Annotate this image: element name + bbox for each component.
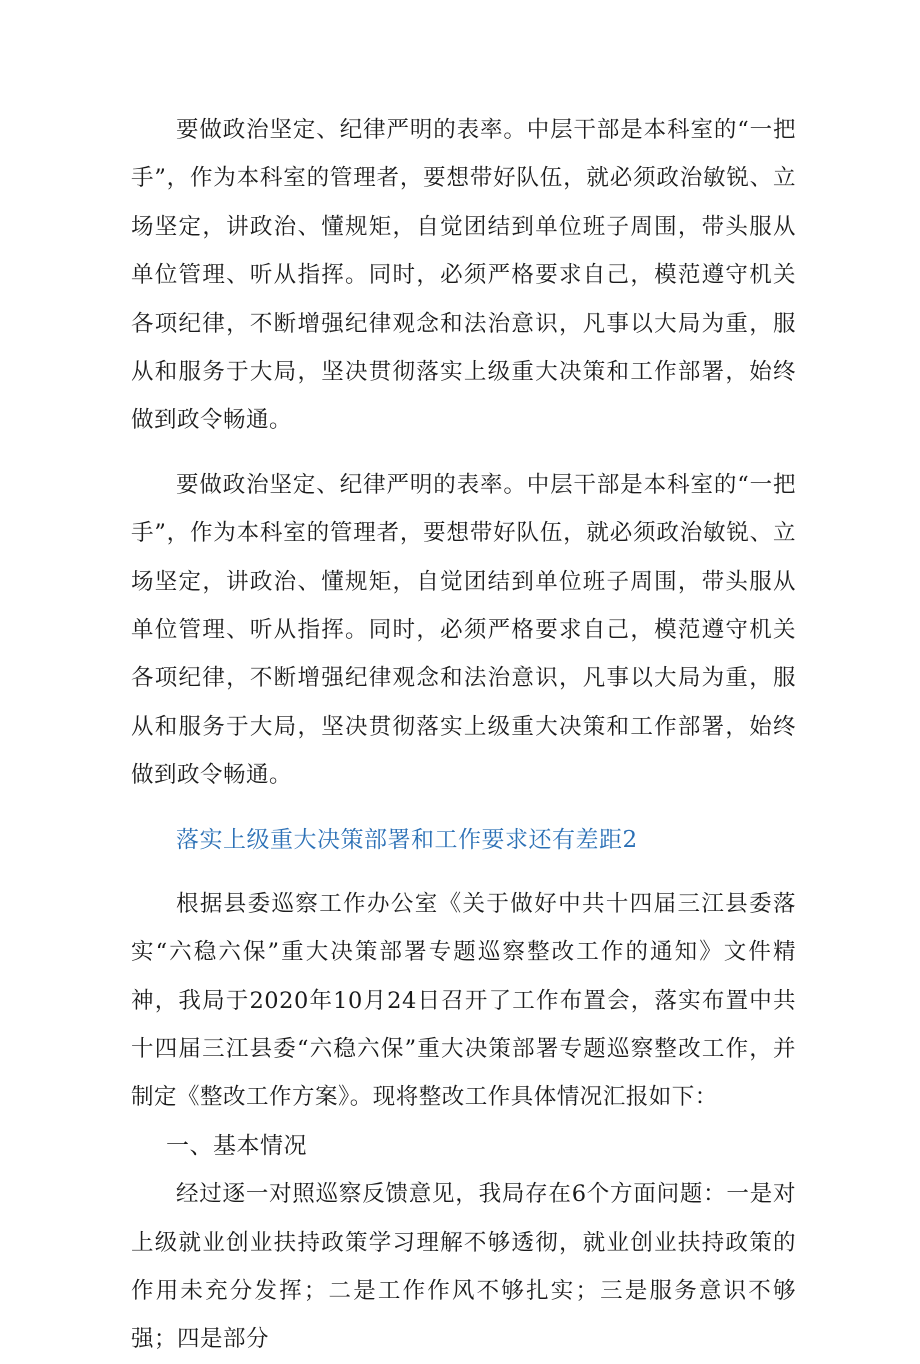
document-title: 落实上级重大决策部署和工作要求还有差距2 <box>176 826 638 853</box>
section-paragraph: 经过逐一对照巡察反馈意见，我局存在6个方面问题：一是对上级就业创业扶持政策学习理解不够透彻，就业创业扶持政策的作用未充分发挥；二是工作作风不够扎实；三是服务意识不够强；四是部分 <box>131 1181 796 1353</box>
section-heading: 一、基本情况 <box>166 1132 307 1159</box>
body-paragraph-2: 要做政治坚定、纪律严明的表率。中层干部是本科室的“一把手”，作为本科室的管理者，要想带好队伍，就必须政治敏锐、立场坚定，讲政治、懂规矩，自觉团结到单位班子周围，带头服从单位管理、听从指挥。同时，必须严格要求自己，模范遵守机关各项纪律，不断增强纪律观念和法治意识，凡事以大局为重，服从和服务于大局，坚决贯彻落实上级重大决策和工作部署，始终做到政令畅通。 <box>131 471 796 789</box>
intro-paragraph: 根据县委巡察工作办公室《关于做好中共十四届三江县委落实“六稳六保”重大决策部署专题巡察整改工作的通知》文件精神，我局于2020年10月24日召开了工作布置会，落实布置中共十四届三江县委“六稳六保”重大决策部署专题巡察整改工作，并制定《整改工作方案》。现将整改工作具体情况汇报如下： <box>131 890 796 1111</box>
paragraph-gap <box>131 445 796 461</box>
document-body <box>131 106 796 1364</box>
paragraph-gap <box>131 800 796 816</box>
body-paragraph-1: 要做政治坚定、纪律严明的表率。中层干部是本科室的“一把手”，作为本科室的管理者，要想带好队伍，就必须政治敏锐、立场坚定，讲政治、懂规矩，自觉团结到单位班子周围，带头服从单位管理、听从指挥。同时，必须严格要求自己，模范遵守机关各项纪律，不断增强纪律观念和法治意识，凡事以大局为重，服从和服务于大局，坚决贯彻落实上级重大决策和工作部署，始终做到政令畅通。 <box>131 117 796 434</box>
